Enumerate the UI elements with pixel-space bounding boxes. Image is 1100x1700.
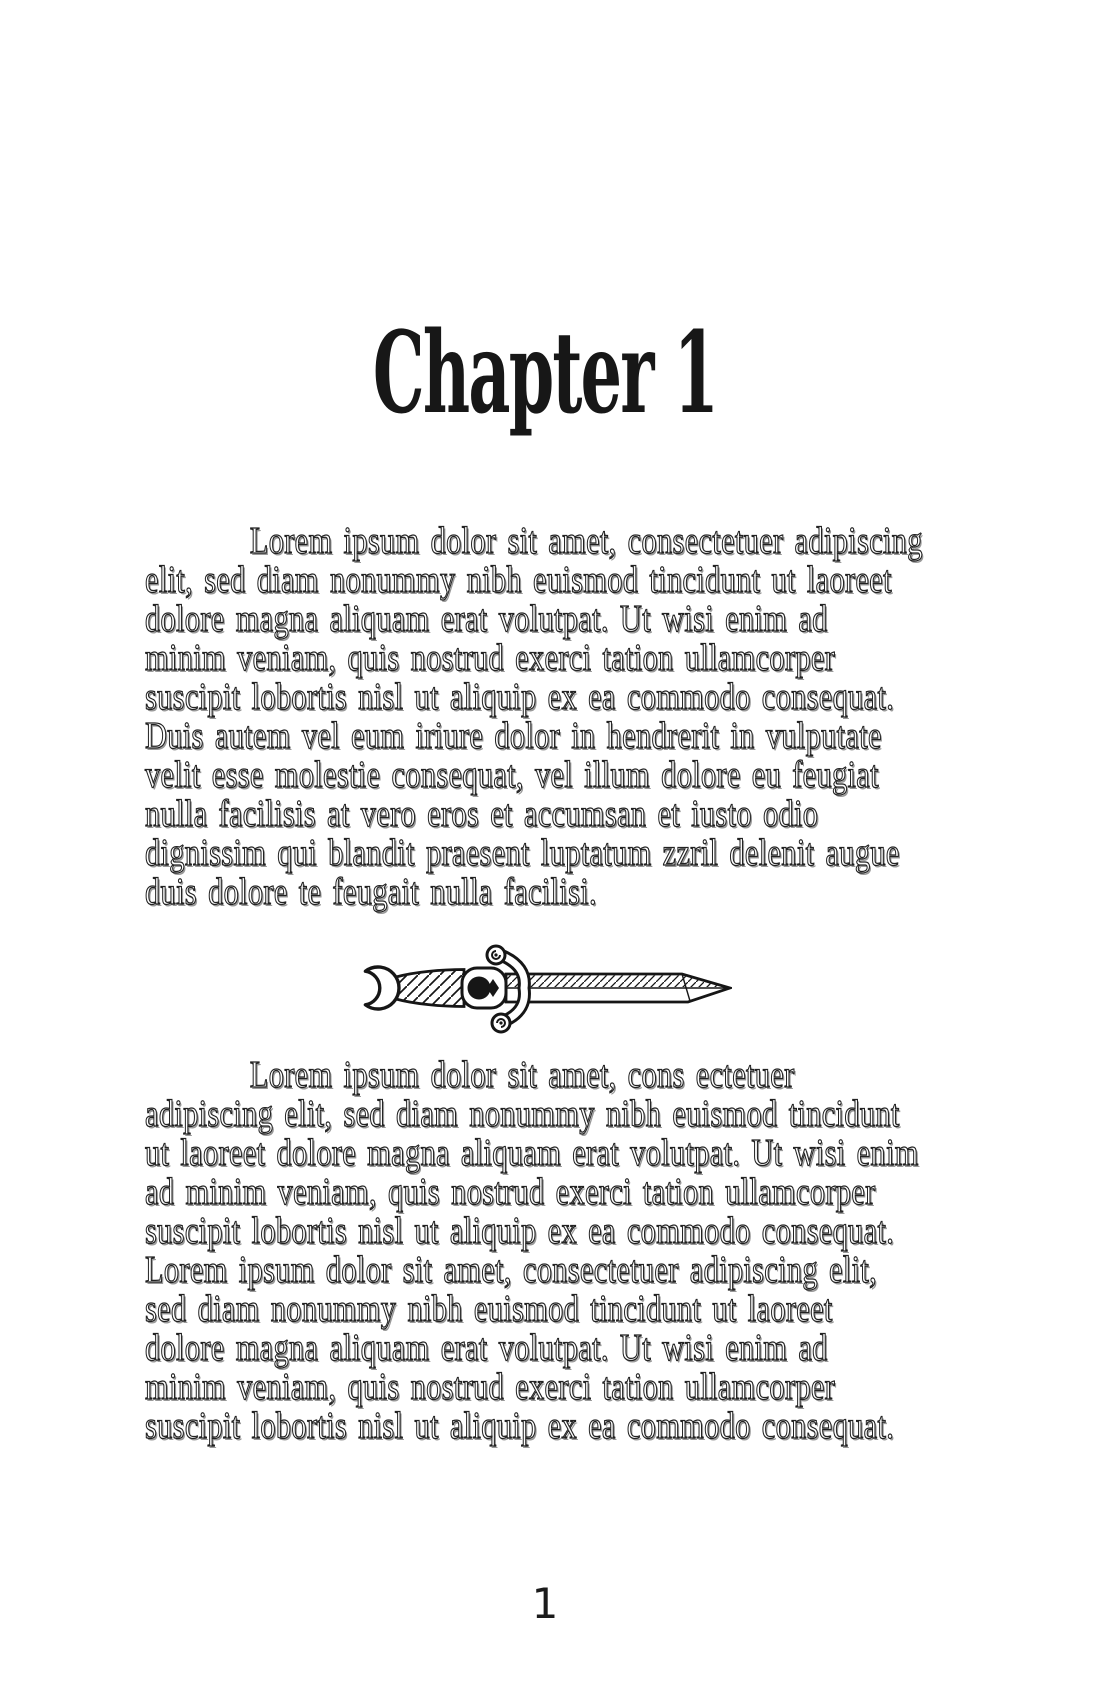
text-line: dolore magna aliquam erat volutpat. Ut wisi enim ad [145,1327,828,1369]
text-line: dolore magna aliquam erat volutpat. Ut wisi enim ad [145,598,828,640]
text-line: sed diam nonummy nibh euismod tincidunt ut laoreet [145,1288,833,1330]
chapter-title: Chapter 1 [372,308,718,439]
text-line: suscipit lobortis nisl ut aliquip ex ea commodo consequat. [145,1405,895,1447]
text-line: ut laoreet dolore magna aliquam erat volutpat. Ut wisi enim [145,1132,919,1174]
text-line: duis dolore te feugait nulla facilisi. [145,871,597,913]
text-line: dignissim qui blandit praesent luptatum zzril delenit augue [145,832,900,874]
text-line: adipiscing elit, sed diam nonummy nibh euismod tincidunt [145,1093,900,1135]
text-line: velit esse molestie consequat, vel illum dolore eu feugiat [145,754,879,796]
text-line: Lorem ipsum dolor sit amet, consectetuer adipiscing elit, [145,1249,878,1291]
text-line: Lorem ipsum dolor sit amet, cons ectetuer [249,1054,795,1096]
text-line: elit, sed diam nonummy nibh euismod tincidunt ut laoreet [145,559,892,601]
text-line: minim veniam, quis nostrud exerci tation ullamcorper [145,1366,836,1408]
paragraph-1 [145,522,961,912]
text-line: ad minim veniam, quis nostrud exerci tation ullamcorper [145,1171,876,1213]
text-line: nulla facilisis at vero eros et accumsan et iusto odio [145,793,819,835]
text-line: minim veniam, quis nostrud exerci tation ullamcorper [145,637,836,679]
text-line: suscipit lobortis nisl ut aliquip ex ea commodo consequat. [145,676,895,718]
text-line: suscipit lobortis nisl ut aliquip ex ea commodo consequat. [145,1210,895,1252]
text-line: Duis autem vel eum iriure dolor in hendrerit in vulputate [145,715,882,757]
dagger-icon [352,942,732,1038]
text-line: Lorem ipsum dolor sit amet, consectetuer adipiscing [249,520,923,562]
page-number: 1 [531,1579,559,1628]
dagger-pommel [365,967,399,1009]
paragraph-2 [145,1056,961,1446]
